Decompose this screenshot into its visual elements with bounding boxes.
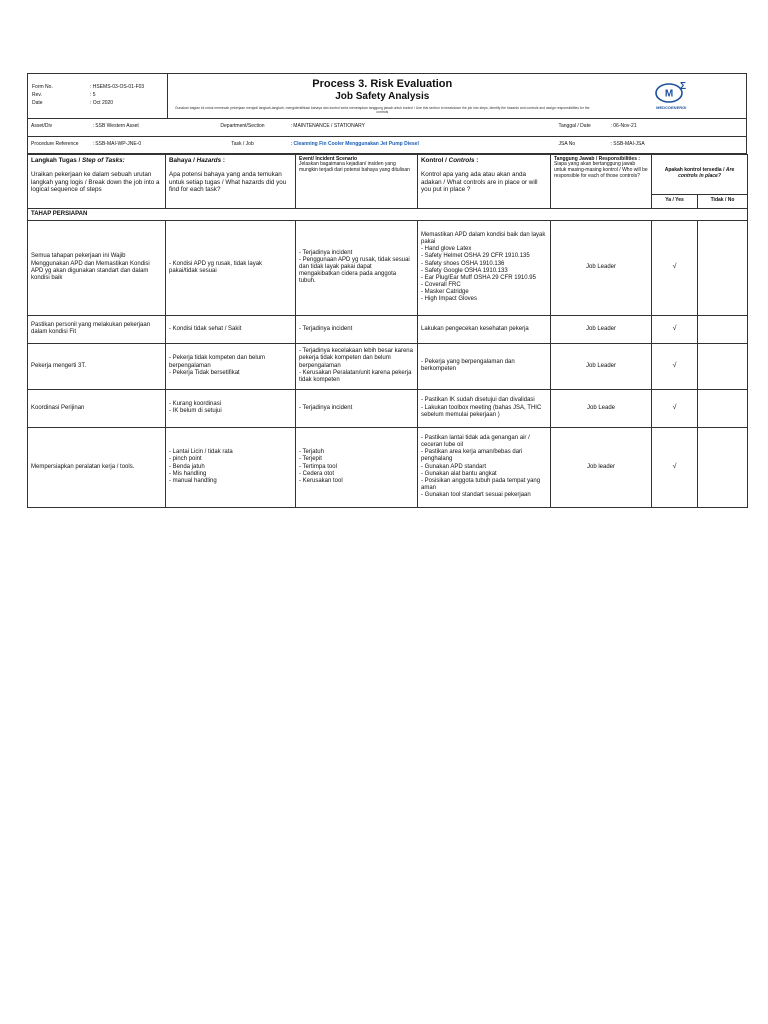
cell-responsibility: Job Leader (551, 343, 652, 389)
cell-responsibility: Job Leader (551, 315, 652, 343)
section-title: TAHAP PERSIAPAN (28, 208, 748, 220)
cell-event: - Terjadinya incident (296, 389, 418, 427)
company-logo (600, 76, 744, 116)
cell-event: - Terjadinya incident - Penggunaan APD yg rusak, tidak sesuai dan tidak layak pakai dapat mengakibatkan cidera pada anggota tubuh. (296, 220, 418, 315)
inplace-title: Apakah kontrol tersedia / (664, 167, 726, 174)
task-label: Task / Job (198, 136, 288, 153)
controls-colon: : (474, 156, 479, 164)
steps-desc: Uraikan pekerjaan ke dalam sebuah urutan langkah yang logis / Break down the job into a logical sequence of steps (31, 171, 160, 194)
resp-desc: Siapa yang akan bertanggung jawab untuk masing-masing kontrol / Who will be responsible for each of those controls? (554, 161, 648, 180)
cell-responsibility: Job Leader (551, 220, 652, 315)
table-row (28, 343, 748, 389)
cell-yes: √ (652, 389, 698, 427)
date-field-label: Tanggal / Date (556, 119, 608, 136)
cell-yes: √ (652, 220, 698, 315)
hazards-title-en: Hazards (196, 156, 222, 164)
date-field-value: : 06-Nov-21 (608, 119, 747, 136)
cell-control: - Pekerja yang berpengalaman dan berkompeten (418, 343, 551, 389)
jsa-sheet (27, 73, 747, 508)
cell-event: - Terjatuh - Terjepit - Tertimpa tool - Cedera otot - Kerusakan tool (296, 427, 418, 507)
asset-value: : SSB Western Asset (90, 119, 198, 136)
svg-text:Σ: Σ (680, 81, 687, 93)
cell-control: Lakukan pengecekan kesehatan pekerja (418, 315, 551, 343)
medco-logo-icon (653, 81, 689, 105)
date-value: : Oct 2020 (90, 99, 114, 106)
resp-title: Tanggung Jawab / Responsibilities : (554, 155, 641, 162)
cell-hazard: - Lantai Licin / tidak rata - pinch point - Benda jatuh - Mis handling - manual handling (166, 427, 296, 507)
rev-label: Rev. (32, 92, 42, 99)
cell-event: - Terjadinya kecelakaan lebih besar karena pekerja tidak kompeten dan belum berpengalaman - Kerusakan Peralatan/unit karena pekerja tidak kompeten (296, 343, 418, 389)
col-hazards-header (166, 154, 296, 208)
cell-responsibility: Job leader (551, 427, 652, 507)
meta-table (30, 84, 165, 108)
cell-hazard: - Kondisi APD yg rusak, tidak layak pakai/tidak sesuai (166, 220, 296, 315)
dept-value: : MAINTENANCE / STATIONARY (288, 119, 556, 136)
jsa-table (27, 154, 748, 508)
event-desc: Jelaskan bagaimana kejadian/ insiden yang mungkin terjadi dari potensi bahaya yang ditulisan (299, 161, 410, 174)
cell-step: Semua tahapan pekerjaan ini Wajib Menggunakan APD dan Memastikan Kondisi APD yg akan digunakan standart dan dalam kondisi baik (28, 220, 166, 315)
cell-step: Mempersiapkan peralatan kerja / tools. (28, 427, 166, 507)
rev-value: : 5 (90, 92, 96, 99)
cell-hazard: - Pekerja tidak kompeten dan belum berpengalaman - Pekerja Tidak bersetifikat (166, 343, 296, 389)
logo-label: MEDCOENERGI (656, 105, 687, 111)
cell-step: Pastikan personil yang melakukan pekerjaan dalam kondisi Fit (28, 315, 166, 343)
hazards-title: Bahaya / (169, 156, 197, 164)
cell-yes: √ (652, 343, 698, 389)
col-inplace-header (652, 154, 748, 194)
col-resp-header (551, 154, 652, 208)
controls-title: Kontrol / (421, 156, 449, 164)
dept-label: Department/Section (198, 119, 288, 136)
title-block (168, 74, 597, 119)
form-no: : HSEMS-03-OS-01-F03 (90, 84, 145, 91)
page-title: Process 3. Risk Evaluation (312, 78, 453, 91)
section-row (28, 208, 748, 220)
controls-title-en: Controls (448, 156, 475, 164)
cell-no (698, 343, 748, 389)
table-header-row (28, 154, 748, 194)
task-value: : Cleanning Fin Cooler Menggunakan Jet Pump Diesel (288, 136, 556, 153)
cell-responsibility: Job Leade (551, 389, 652, 427)
col-event-header (296, 154, 418, 208)
cell-step: Pekerja mengerti 3T. (28, 343, 166, 389)
svg-text:M: M (665, 88, 674, 100)
cell-no (698, 389, 748, 427)
procedure-label: Procedure Reference (28, 136, 90, 153)
cell-hazard: - Kurang koordinasi - IK belum di setujui (166, 389, 296, 427)
cell-control: - Pastikan lantai tidak ada genangan air / ceceran lube oil - Pastikan area kerja aman/bebas dari penghalang - Gunakan APD standart - Gunakan alat bantu angkat - Posisikan anggota tubuh pada tempat yang aman - Gunakan tool standart sesuai pekerjaan (418, 427, 551, 507)
steps-title-en: Step of Tasks: (81, 156, 125, 164)
table-row (28, 220, 748, 315)
col-steps-header (28, 154, 166, 208)
hazards-colon: : (221, 156, 226, 164)
steps-title: Langkah Tugas / (31, 156, 82, 164)
hazards-desc: Apa potensi bahaya yang anda temukan untuk setiap tugas / What hazards did you find for each task? (169, 171, 287, 194)
form-header (27, 73, 747, 119)
cell-control: - Pastikan IK sudah disetujui dan divalidasi - Lakukan toolbox meeting (bahas JSA, THIC sebelum memulai pekerjaan ) (418, 389, 551, 427)
jsa-value: : SSB-MAI-JSA (608, 136, 747, 153)
table-row (28, 427, 748, 507)
procedure-value: : SSB-MAI-WP-JNE-0 (90, 136, 198, 153)
cell-yes: √ (652, 315, 698, 343)
page-subtitle: Job Safety Analysis (335, 91, 430, 102)
col-no-header: Tidak / No (698, 194, 748, 208)
controls-desc: Kontrol apa yang ada atau akan anda adakan / What controls are in place or will you put in place ? (421, 171, 538, 194)
cell-event: - Terjadinya incident (296, 315, 418, 343)
col-yes-header: Ya / Yes (652, 194, 698, 208)
inplace-title-en: Are controls in place? (678, 167, 735, 179)
logo-cell (597, 74, 747, 119)
cell-no (698, 220, 748, 315)
info-table (27, 119, 747, 154)
instruction-text: Gunakan bagian ini untuk memecah pekerjaan menjadi langkah-langkah, mengidentifikasi bahaya dan kontrol serta menetapkan tanggung jawab untuk kontrol / Use this section to breakdown the job into steps, identify the hazards and controls and assign responsibilities for the controls (175, 105, 590, 114)
cell-no (698, 315, 748, 343)
cell-control: Memastikan APD dalam kondisi baik dan layak pakai - Hand glove Latex - Safety Helmet OSHA 29 CFR 1910.135 - Safety shoes OSHA 1910.136 - Safety Google OSHA 1910.133 - Ear Plug/Ear Muff OSHA 29 CFR 1910.95 - Coverall FRC - Masker Catridge - High Impact Gloves (418, 220, 551, 315)
table-row (28, 315, 748, 343)
cell-no (698, 427, 748, 507)
cell-step: Koordinasi Perijinan (28, 389, 166, 427)
form-meta (28, 74, 168, 119)
date-label: Date (32, 99, 43, 106)
cell-yes: √ (652, 427, 698, 507)
form-no-label: Form No. (32, 84, 53, 91)
jsa-label: JSA No (556, 136, 608, 153)
col-controls-header (418, 154, 551, 208)
asset-label: Asset/Div (28, 119, 90, 136)
cell-hazard: - Kondisi tidak sehat / Sakit (166, 315, 296, 343)
table-row (28, 389, 748, 427)
event-title: Event/ Incident Scenario (299, 155, 358, 162)
